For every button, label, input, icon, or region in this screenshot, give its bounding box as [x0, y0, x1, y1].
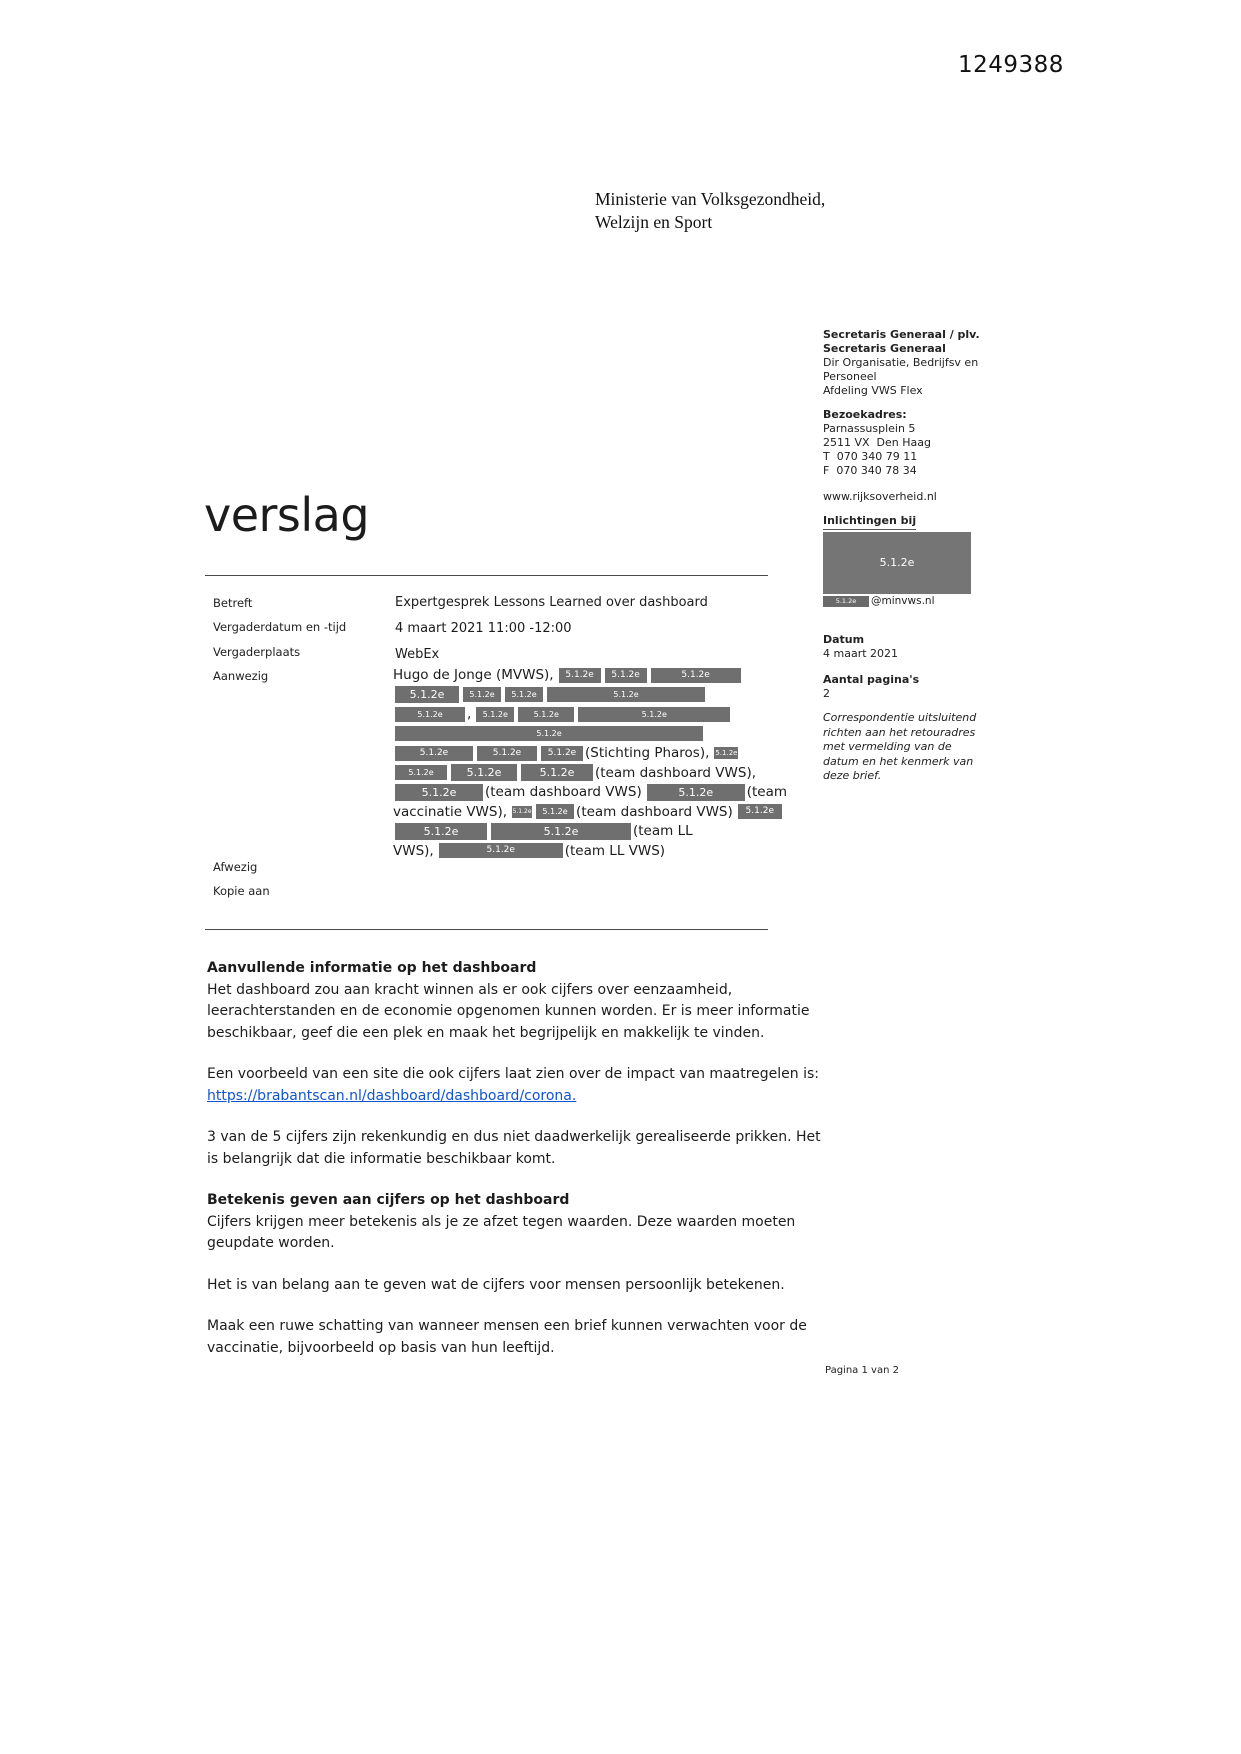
attendee-text: (team dashboard VWS), — [595, 764, 756, 781]
visit-address-label: Bezoekadres: — [823, 408, 907, 421]
contact-label: Inlichtingen bij — [823, 514, 916, 530]
meta-label-vergaderplaats: Vergaderplaats — [213, 645, 301, 659]
redaction-box: 5.1.2e — [605, 668, 647, 683]
redaction-box: 5.1.2e — [505, 687, 543, 702]
website-url: www.rijksoverheid.nl — [823, 490, 937, 503]
attendee-text: vaccinatie VWS), — [393, 803, 508, 820]
redaction-box: 5.1.2e — [395, 746, 473, 761]
correspondence-note: Correspondentie uitsluitend richten aan het retouradres met vermelding van de datum en het kenmerk van deze brief. — [823, 711, 977, 782]
attendee-text: (team — [746, 784, 788, 800]
redaction-box-email: 5.1.2e — [823, 596, 869, 607]
fax-number: F 070 340 78 34 — [823, 464, 917, 477]
attendee-line — [393, 822, 783, 842]
attendee-line — [393, 666, 783, 686]
redaction-box: 5.1.2e — [395, 707, 465, 722]
meta-value-vergaderdatum: 4 maart 2021 11:00 -12:00 — [395, 621, 572, 636]
page-count-label: Aantal pagina's — [823, 673, 920, 686]
email-suffix: @minvws.nl — [871, 595, 935, 607]
redaction-box: 5.1.2e — [491, 823, 631, 840]
paragraph: Cijfers krijgen meer betekenis als je ze afzet tegen waarden. Deze waarden moeten geupdate worden. — [207, 1213, 796, 1251]
ministry-name — [595, 188, 825, 234]
attendee-text: (Stichting Pharos), — [585, 745, 710, 761]
paragraph-with-link — [207, 1064, 832, 1107]
page-number: Pagina 1 van 2 — [825, 1365, 899, 1376]
redaction-box: 5.1.2e — [647, 784, 745, 801]
redaction-box: 5.1.2e — [578, 707, 730, 722]
ministry-line-2: Welzijn en Sport — [595, 212, 713, 232]
attendee-text: VWS), — [393, 842, 434, 859]
paragraph: Het dashboard zou aan kracht winnen als er ook cijfers over eenzaamheid, leerachterstanden en de economie opgenomen kunnen worden. Er is meer informatie beschikbaar, geef die een plek en maak het begrijpelijk en makkelijk te vinden. — [207, 981, 810, 1041]
redaction-box: 5.1.2e — [395, 784, 483, 801]
redaction-box: 5.1.2e — [512, 806, 532, 818]
redaction-box: 5.1.2e — [559, 668, 601, 683]
contact-email — [823, 594, 995, 608]
redaction-box: 5.1.2e — [518, 707, 574, 722]
address-line-1: Parnassusplein 5 — [823, 422, 916, 435]
address-line-2: 2511 VX Den Haag — [823, 436, 931, 449]
page-title: verslag — [204, 488, 370, 542]
document-number: 1249388 — [958, 52, 1064, 78]
paragraph: Het is van belang aan te geven wat de cijfers voor mensen persoonlijk betekenen. — [207, 1276, 785, 1293]
meta-label-aanwezig: Aanwezig — [213, 669, 269, 683]
sidebar-dept-line-2: Personeel — [823, 370, 877, 383]
redaction-box: 5.1.2e — [439, 843, 563, 858]
redaction-box: 5.1.2e — [651, 668, 741, 683]
divider-top — [205, 575, 768, 576]
paragraph-text: Een voorbeeld van een site die ook cijfers laat zien over de impact van maatregelen is: — [207, 1066, 819, 1082]
attendee-line — [393, 744, 783, 764]
phone-number: T 070 340 79 11 — [823, 450, 918, 463]
paragraph: 3 van de 5 cijfers zijn rekenkundig en dus niet daadwerkelijk gerealiseerde prikken. Het is belangrijk dat die informatie beschikbaar komt. — [207, 1129, 821, 1167]
sidebar — [823, 328, 995, 784]
redaction-box: 5.1.2e — [395, 686, 459, 703]
attendee-text: (team dashboard VWS) — [576, 803, 733, 820]
redaction-box: 5.1.2e — [477, 746, 537, 761]
attendee-line — [393, 705, 783, 725]
redaction-box: 5.1.2e — [536, 804, 574, 819]
redaction-box: 5.1.2e — [395, 726, 703, 741]
redaction-box: 5.1.2e — [463, 687, 501, 702]
attendee-text: , — [467, 706, 472, 722]
redaction-box: 5.1.2e — [547, 687, 705, 702]
sidebar-dept-bold-2: Secretaris Generaal — [823, 342, 946, 355]
date-label: Datum — [823, 633, 865, 646]
meta-label-afwezig: Afwezig — [213, 860, 258, 874]
ministry-line-1: Ministerie van Volksgezondheid, — [595, 189, 826, 209]
paragraph: Maak een ruwe schatting van wanneer mensen een brief kunnen verwachten voor de vaccinatie, bijvoorbeeld op basis van hun leeftijd. — [207, 1318, 807, 1356]
divider-bottom — [205, 929, 768, 930]
attendee-text: (team dashboard VWS) — [485, 784, 642, 800]
redaction-box: 5.1.2e — [715, 749, 738, 757]
aanwezig-value — [393, 666, 788, 861]
attendee-text: (team LL VWS) — [564, 842, 666, 859]
brabantscan-link[interactable]: https://brabantscan.nl/dashboard/dashboard/corona. — [207, 1087, 577, 1104]
meta-value-vergaderplaats: WebEx — [395, 647, 440, 662]
redaction-box: 5.1.2e — [476, 707, 514, 722]
redaction-box: 5.1.2e — [521, 764, 593, 781]
meta-label-kopie-aan: Kopie aan — [213, 884, 270, 898]
date-value: 4 maart 2021 — [823, 647, 899, 660]
sidebar-dept-line-1: Dir Organisatie, Bedrijfsv en — [823, 356, 979, 369]
sidebar-dept-line-3: Afdeling VWS Flex — [823, 384, 923, 397]
section-heading-aanvullende-informatie: Aanvullende informatie op het dashboard — [207, 960, 537, 976]
attendee-text: Hugo de Jonge (MVWS), — [393, 667, 554, 683]
attendee-line — [393, 803, 783, 823]
attendee-text: (team LL — [633, 823, 693, 839]
redaction-box-contact: 5.1.2e — [823, 532, 971, 594]
redaction-box: 5.1.2e — [395, 765, 447, 780]
meta-label-vergaderdatum: Vergaderdatum en -tijd — [213, 620, 347, 634]
attendee-line — [393, 686, 783, 706]
sidebar-dept-bold-1: Secretaris Generaal / plv. — [823, 328, 980, 341]
page-count-value: 2 — [823, 687, 830, 700]
section-heading-betekenis-geven: Betekenis geven aan cijfers op het dashboard — [207, 1192, 570, 1208]
redaction-box: 5.1.2e — [738, 804, 782, 819]
body-text — [207, 958, 832, 1359]
meta-value-betreft: Expertgesprek Lessons Learned over dashboard — [395, 595, 708, 610]
meta-label-betreft: Betreft — [213, 596, 253, 610]
attendee-line — [393, 725, 783, 745]
attendee-line — [393, 783, 788, 803]
attendee-line — [393, 842, 783, 862]
redaction-box: 5.1.2e — [451, 764, 517, 781]
redaction-box: 5.1.2e — [541, 746, 583, 761]
redaction-box: 5.1.2e — [395, 823, 487, 840]
attendee-line — [393, 764, 783, 784]
